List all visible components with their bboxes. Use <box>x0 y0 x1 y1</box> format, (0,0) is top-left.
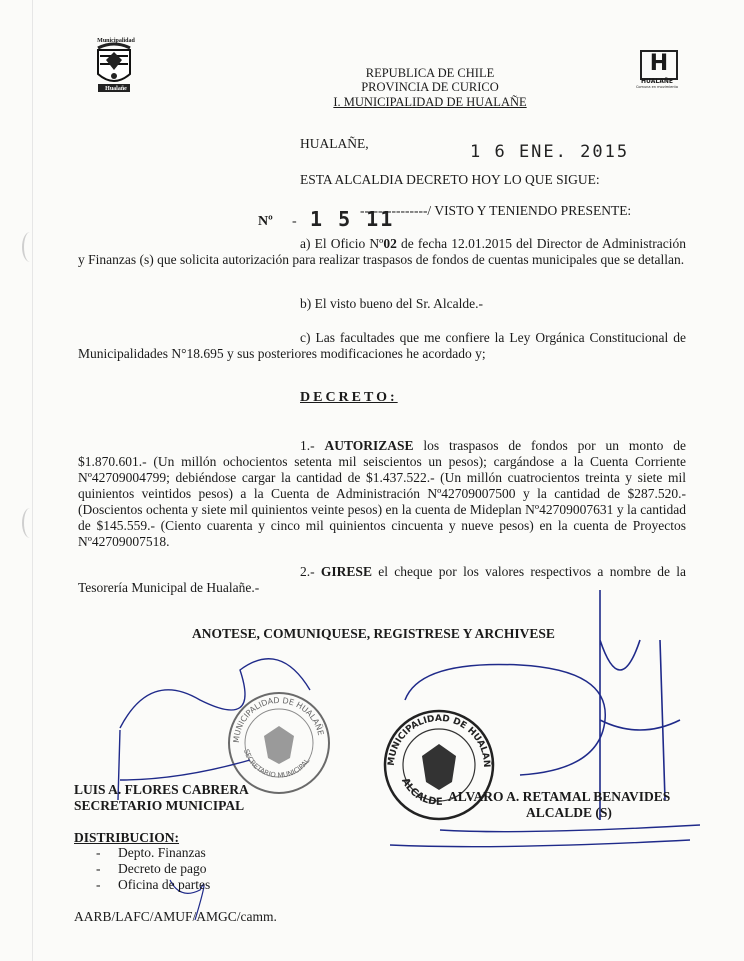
seal-bottom-text: SECRETARIO MUNICIPAL <box>242 748 312 780</box>
list-item: - Oficina de partes <box>96 877 210 893</box>
header-municipality: I. MUNICIPALIDAD DE HUALAÑE <box>333 95 527 109</box>
footer-initials: AARB/LAFC/AMUF/AMGC/camm. <box>74 909 277 924</box>
mayor-title: ALCALDE (S) <box>526 805 612 820</box>
seal-top-text: MUNICIPALIDAD DE HUALAÑE <box>231 695 326 744</box>
crest-text-top: Municipalidad <box>97 38 135 44</box>
mayor-name: ALVARO A. RETAMAL BENAVIDES <box>448 789 671 804</box>
list-item: - Depto. Finanzas <box>96 845 210 861</box>
list-item: - Decreto de pago <box>96 861 210 877</box>
date-place: HUALAÑE, <box>300 136 369 151</box>
decree-number-dash: - <box>292 214 297 229</box>
article-1: 1.- AUTORIZASE los traspasos de fondos por un monto de $1.870.601.- (Un millón ochocientos setenta mil seiscientos un pesos); cargándose a la Cuenta Corriente Nº42709004799; debiéndose cargar la cantidad de $1.437.522.- (Un millón cuatrocientos treinta y siete mil quinientos veintidos pesos) a la Cuenta de Administración Nº42709007500 y la cantidad de $287.520.- (Doscientos ochenta y siete mil quinientos veinte pesos) en la cuenta de Mideplan Nº42709007631 y la cantidad de $145.559.- (Ciento cuarenta y cinco mil quinientos cincuenta y nueve pesos) en la cuenta de Proyectos Nº42709007518. <box>78 438 686 549</box>
closing-line: ANOTESE, COMUNIQUESE, REGISTRESE Y ARCHIVESE <box>192 626 555 641</box>
seal-bottom-text: ALCALDE <box>399 776 443 808</box>
visto-line: ---------------/ VISTO Y TENIENDO PRESENTE: <box>360 203 632 218</box>
intro-text: ESTA ALCALDIA DECRETO HOY LO QUE SIGUE: <box>300 172 600 187</box>
decreto-heading: DECRETO: <box>300 390 398 405</box>
secretary-title: SECRETARIO MUNICIPAL <box>74 798 245 813</box>
distribution-list <box>96 845 210 893</box>
brand-logo-subtext: Comuna en movimiento <box>635 85 679 89</box>
header-province: PROVINCIA DE CURICO <box>361 80 499 94</box>
article-2: 2.- GIRESE el cheque por los valores respectivos a nombre de la Tesorería Municipal de Hualañe.- <box>78 564 686 595</box>
consideration-b: b) El visto bueno del Sr. Alcalde.- <box>300 296 483 311</box>
decree-number-prefix: Nº <box>258 214 273 229</box>
crest-text-bottom: Hualañe <box>105 86 127 92</box>
seal-top-text: MUNICIPALIDAD DE HUALAÑ <box>386 713 492 768</box>
distribution-heading: DISTRIBUCION: <box>74 830 180 845</box>
secretary-name: LUIS A. FLORES CABRERA <box>74 782 249 797</box>
decree-number-stamp: 1 5 11 <box>310 207 395 231</box>
consideration-c: c) Las facultades que me confiere la Ley Orgánica Constitucional de Municipalidades N°18.695 y sus posteriores modificaciones he acordado y; <box>78 330 686 361</box>
hualane-brand-logo: H <box>640 50 678 80</box>
consideration-a: a) El Oficio Nº02 de fecha 12.01.2015 del Director de Administración y Finanzas (s) que solicita autorización para realizar traspasos de fondos de cuentas municipales que se detallan. <box>78 236 686 267</box>
brand-logo-text: HUALAÑE <box>641 78 673 85</box>
date-stamp: 1 6 ENE. 2015 <box>470 142 630 162</box>
header-republic: REPUBLICA DE CHILE <box>365 66 495 80</box>
